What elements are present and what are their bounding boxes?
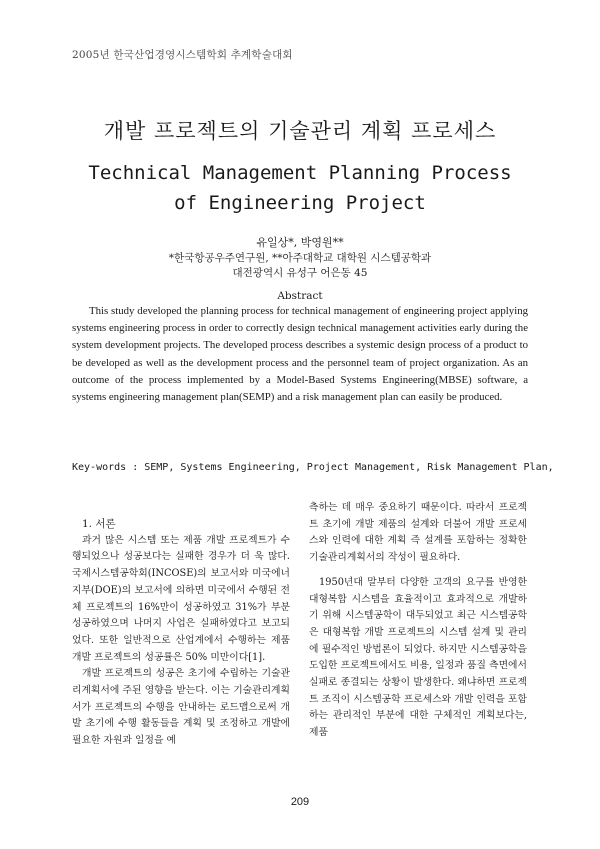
body-right-column <box>309 500 527 742</box>
body-left-column <box>72 516 290 750</box>
body-paragraph: 개발 프로젝트의 성공은 초기에 수립하는 기술관리계획서에 주된 영향을 받는다. 이는 기술관리계획서가 프로젝트의 수행을 안내하는 로드맵으로써 개발 초기에 수행 활동들을 계획 및 조정하고 개발에 필요한 자원과 일정을 예 <box>72 668 290 747</box>
affiliation-line-2: 대전광역시 유성구 어은동 45 <box>232 267 368 279</box>
english-title-line-2: of Engineering Project <box>174 192 426 214</box>
body-paragraph: 1950년대 말부터 다양한 고객의 요구를 반영한 대형복합 시스템을 효율적이고 효과적으로 개발하기 위해 시스템공학이 대두되었고 최근 시스템공학은 대형복합 개발 프로젝트의 시스템 설계 및 관리에 필수적인 방법론이 되었다. 하지만 시스템공학을 도입한 프로젝트에서도 비용, 일정과 품질 측면에서 실패로 종결되는 상황이 발생한다. 왜냐하면 프로젝트 조직이 시스템공학 프로세스와 개발 인력을 포함하는 관리적인 부분에 대한 구체적인 계획보다는, 제품 <box>309 576 527 739</box>
english-title-line-1: Technical Management Planning Process <box>88 162 512 184</box>
author-names: 유일상*, 박영원** <box>256 236 344 249</box>
english-title <box>0 158 600 218</box>
korean-title: 개발 프로젝트의 기술관리 계획 프로세스 <box>103 119 497 143</box>
conference-header: 2005년 한국산업경영시스템학회 추계학술대회 <box>72 49 293 61</box>
section-heading: 1. 서론 <box>82 518 116 530</box>
author-affiliation <box>0 251 600 281</box>
body-paragraph: 과거 많은 시스템 또는 제품 개발 프로젝트가 수행되었으나 성공보다는 실패한 경우가 더 욱 많다. 국제시스템공학회(INCOSE)의 보고서와 미국에너지부(DOE)의 보고서에 의하면 미국에서 수행된 전체 프로젝트의 16%만이 성공하였고 31%가 부분 성공하였으며 나머지 사업은 실패하였다고 보고되었다. 또한 일반적으로 산업계에서 수행하는 제품 개발 프로젝트의 성공률은 50% 미만이다[1]. <box>72 534 290 663</box>
affiliation-line-1: *한국항공우주연구원, **아주대학교 대학원 시스템공학과 <box>168 252 432 264</box>
abstract-text: This study developed the planning process for technical management of engineering project applying systems engineering process in order to correctly design technical management activities early during the system development projects. The developed process describes a systemic design process of a product to be developed as well as the development process and the personnel team of project organization. As an outcome of the process implemented by a Model-Based Systems Engineering(MBSE) software, a systems engineering management plan(SEMP) and a risk management plan can easily be produced. <box>72 305 528 404</box>
abstract-heading: Abstract <box>277 290 323 302</box>
body-paragraph: 측하는 데 매우 중요하기 때문이다. 따라서 프로젝트 초기에 개발 제품의 설계와 더불어 개발 프로세스와 인력에 대한 계획 즉 설계를 포함하는 정확한 기술관리계획서의 작성이 필요하다. <box>309 502 527 564</box>
keywords: Key-words : SEMP, Systems Engineering, Project Management, Risk Management Plan, <box>72 462 554 473</box>
page-number: 209 <box>290 796 310 808</box>
